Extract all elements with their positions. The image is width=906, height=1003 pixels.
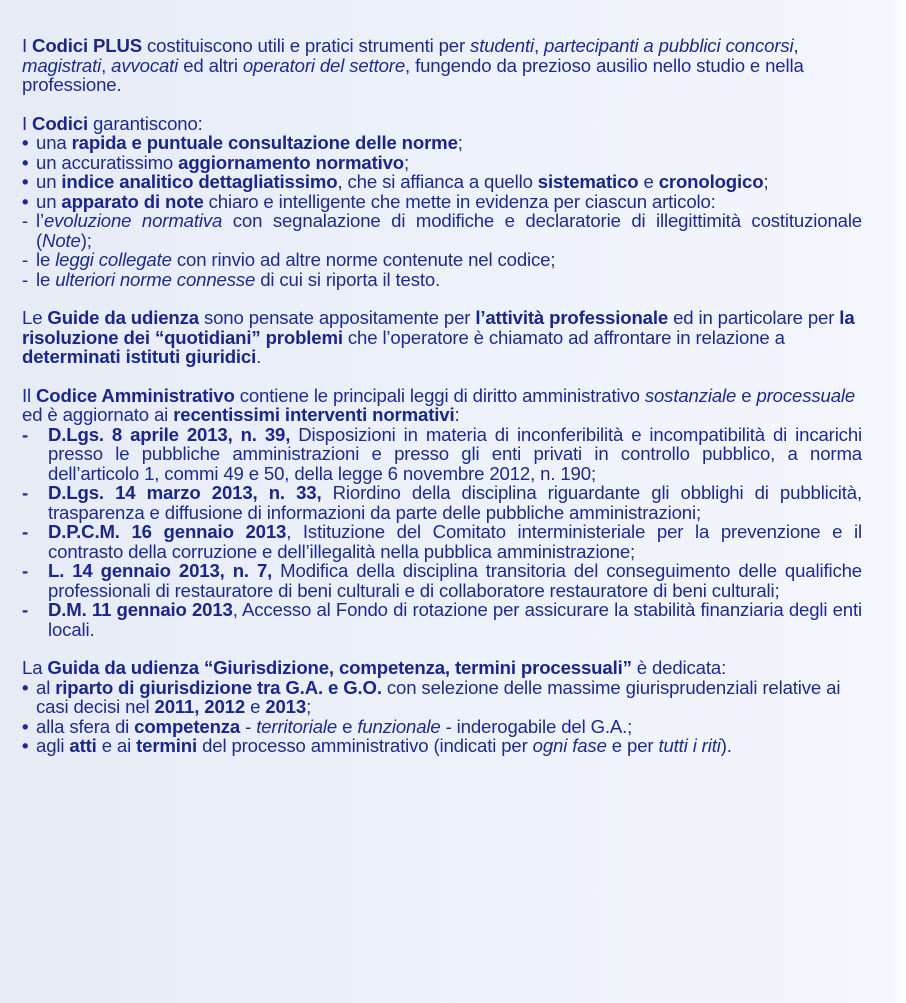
italic-text: tutti i riti [658,735,721,756]
bullet-item [22,736,862,756]
bold-text: Guide da udienza [47,307,199,328]
dash-item [22,211,862,250]
bold-text: la risoluzione dei “quotidiani” problemi [22,307,855,348]
italic-text: sostanziale [644,384,737,406]
text: : [454,404,460,425]
text: con selezione delle massime giurisprudenziali relative ai casi decisi nel [36,676,841,717]
norm-item [22,600,862,639]
bullet-item [22,172,862,192]
text: alla sfera di [36,715,135,737]
bold-text: 2013 [265,696,307,717]
cover-text [22,36,862,756]
dash-marker: - [22,560,29,581]
text: che l’operatore è chiamato ad affrontare in relazione a [342,326,785,348]
italic-text: evoluzione normativa [43,210,223,231]
bold-text: Codici PLUS [32,35,142,56]
text: garantiscono: [87,112,203,134]
bold-text: riparto di giurisdizione tra G.A. e G.O. [55,676,382,698]
text: e [638,171,659,192]
page-edge-highlight [892,0,906,1003]
text: con segnalazione di modifiche e declaratorie di illegittimità costituzionale ( [36,210,862,251]
text: - inderogabile del G.A.; [440,715,633,737]
text: chiaro e intelligente che mette in evidenza per ciascun articolo: [203,190,716,212]
text: - [240,715,257,737]
text: e [337,715,358,737]
italic-text: funzionale [357,715,441,737]
bold-text: cronologico [658,171,764,192]
text: Il [22,384,37,406]
text: e per [606,735,659,756]
codici-plus-paragraph [22,36,862,95]
bold-text: 2011, 2012 [154,696,246,717]
norm-reference: D.P.C.M. 16 gennaio 2013 [48,521,287,542]
text: le [36,268,56,290]
norm-reference: L. 14 gennaio 2013, n. 7, [48,560,273,581]
text: , che si affianca a quello [337,171,538,192]
bold-text: l’attività professionale [475,307,669,328]
bold-text: recentissimi interventi normativi [173,404,455,425]
bullet-marker: • [22,715,29,737]
italic-text: processuale [756,384,856,406]
norm-reference: D.Lgs. 14 marzo 2013, n. 33, [48,482,322,503]
norm-item [22,425,862,484]
text: sono pensate appositamente per [198,307,476,328]
text: , [101,54,112,76]
text: e [245,696,266,717]
italic-text: avvocati [111,54,179,76]
dash-marker: - [22,482,29,503]
text: I [22,35,33,56]
text: un [36,190,62,212]
text: ed è aggiornato ai [22,404,174,425]
dash-marker: - [22,521,29,542]
guida-giurisdizione-intro [22,658,862,678]
text: l’ [36,210,44,231]
bold-text: indice analitico dettagliatissimo [61,171,338,192]
bullet-item [22,678,862,717]
dash-marker: - [22,210,29,231]
italic-text: studenti [470,35,534,56]
dash-marker: - [22,423,29,445]
bold-text: Guida da udienza “Giurisdizione, competenza, termini processuali” [47,657,632,678]
text: costituiscono utili e pratici strumenti per [141,35,471,56]
bold-text: atti [69,735,97,756]
text: , fungendo da prezioso ausilio nello studio e nella professione. [22,54,804,95]
bullet-marker: • [22,151,29,173]
guide-da-udienza-paragraph [22,308,862,367]
codici-features-section [22,114,862,290]
norm-reference: D.M. 11 gennaio 2013 [48,599,233,620]
text: La [22,657,48,678]
bullet-item [22,717,862,737]
features-intro [22,114,862,134]
bullet-item [22,133,862,153]
norm-item [22,561,862,600]
text: e [736,384,757,406]
text: con rinvio ad altre norme contenute nel codice; [171,249,556,270]
bullet-marker: • [22,735,29,756]
italic-text: ulteriori norme connesse [55,268,256,290]
italic-text: ogni fase [532,735,607,756]
guida-giurisdizione-section [22,658,862,756]
norm-description: , Accesso al Fondo di rotazione per assicurare la stabilità finanziaria degli enti locali. [48,599,862,640]
text: un accuratissimo [36,151,179,173]
norm-description: , Istituzione del Comitato interministeriale per la prevenzione e il contrasto della corruzione e dell’illegalità nella pubblica amministrazione; [48,521,862,562]
italic-text: magistrati [22,54,102,76]
dash-marker: - [22,268,29,290]
bold-text: rapida e puntuale consultazione delle norme [71,132,458,153]
dash-marker: - [22,249,29,270]
text: di cui si riporta il testo. [255,268,441,290]
text: ); [80,229,92,251]
text: ed in particolare per [668,307,840,328]
dash-item [22,250,862,270]
text: al [36,676,56,698]
codice-amministrativo-section [22,386,862,640]
bullet-item [22,153,862,173]
bold-text: termini [136,735,198,756]
bullet-marker: • [22,171,29,192]
text: del processo amministrativo (indicati per [197,735,533,756]
dash-item [22,270,862,290]
text: , [793,35,799,56]
text: agli [36,735,70,756]
bullet-marker: • [22,190,29,212]
text: una [36,132,72,153]
bold-text: apparato di note [61,190,204,212]
text: I [22,112,33,134]
text: ; [763,171,769,192]
italic-text: operatori del settore [242,54,406,76]
text: Le [22,307,48,328]
bullet-item [22,192,862,212]
norm-description: Modifica della disciplina transitoria del conseguimento delle qualifiche professionali di restauratore di beni culturali e di collaboratore restauratore di beni culturali; [48,560,862,601]
bold-text: competenza [134,715,241,737]
text: ). [720,735,732,756]
text: . [256,346,262,367]
bold-text: sistematico [537,171,639,192]
text: è dedicata: [631,657,727,678]
norm-description: Disposizioni in materia di inconferibilità e incompatibilità di incarichi presso le pubbliche amministrazioni e presso gli enti privati in controllo pubblico, a norma dell’articolo 1, commi 49 e 50, della legge 6 novembre 2012, n. 190; [48,423,863,484]
norm-reference: D.Lgs. 8 aprile 2013, n. 39, [48,423,291,445]
text: contiene le principali leggi di diritto amministrativo [234,384,645,406]
text: ; [404,151,410,173]
text: ; [457,132,463,153]
text: ; [306,696,312,717]
bold-text: determinati istituti giuridici [22,346,257,367]
norm-description: Riordino della disciplina riguardante gli obblighi di pubblicità, trasparenza e diffusione di informazioni da parte delle pubbliche amministrazioni; [48,482,863,523]
text: un [36,171,62,192]
text: , [533,35,545,56]
italic-text: territoriale [256,715,338,737]
bold-text: Codice Amministrativo [36,384,235,406]
bold-text: aggiornamento normativo [178,151,405,173]
italic-text: partecipanti a pubblici concorsi [544,35,794,56]
text: ed altri [178,54,243,76]
norm-item [22,483,862,522]
norm-item [22,522,862,561]
dash-marker: - [22,599,29,620]
bullet-marker: • [22,676,29,698]
bold-text: Codici [32,112,88,134]
italic-text: leggi collegate [55,249,172,270]
text: e ai [96,735,137,756]
text: le [36,249,56,270]
bullet-marker: • [22,132,29,153]
italic-text: Note [42,229,81,251]
codice-amministrativo-intro [22,386,862,425]
